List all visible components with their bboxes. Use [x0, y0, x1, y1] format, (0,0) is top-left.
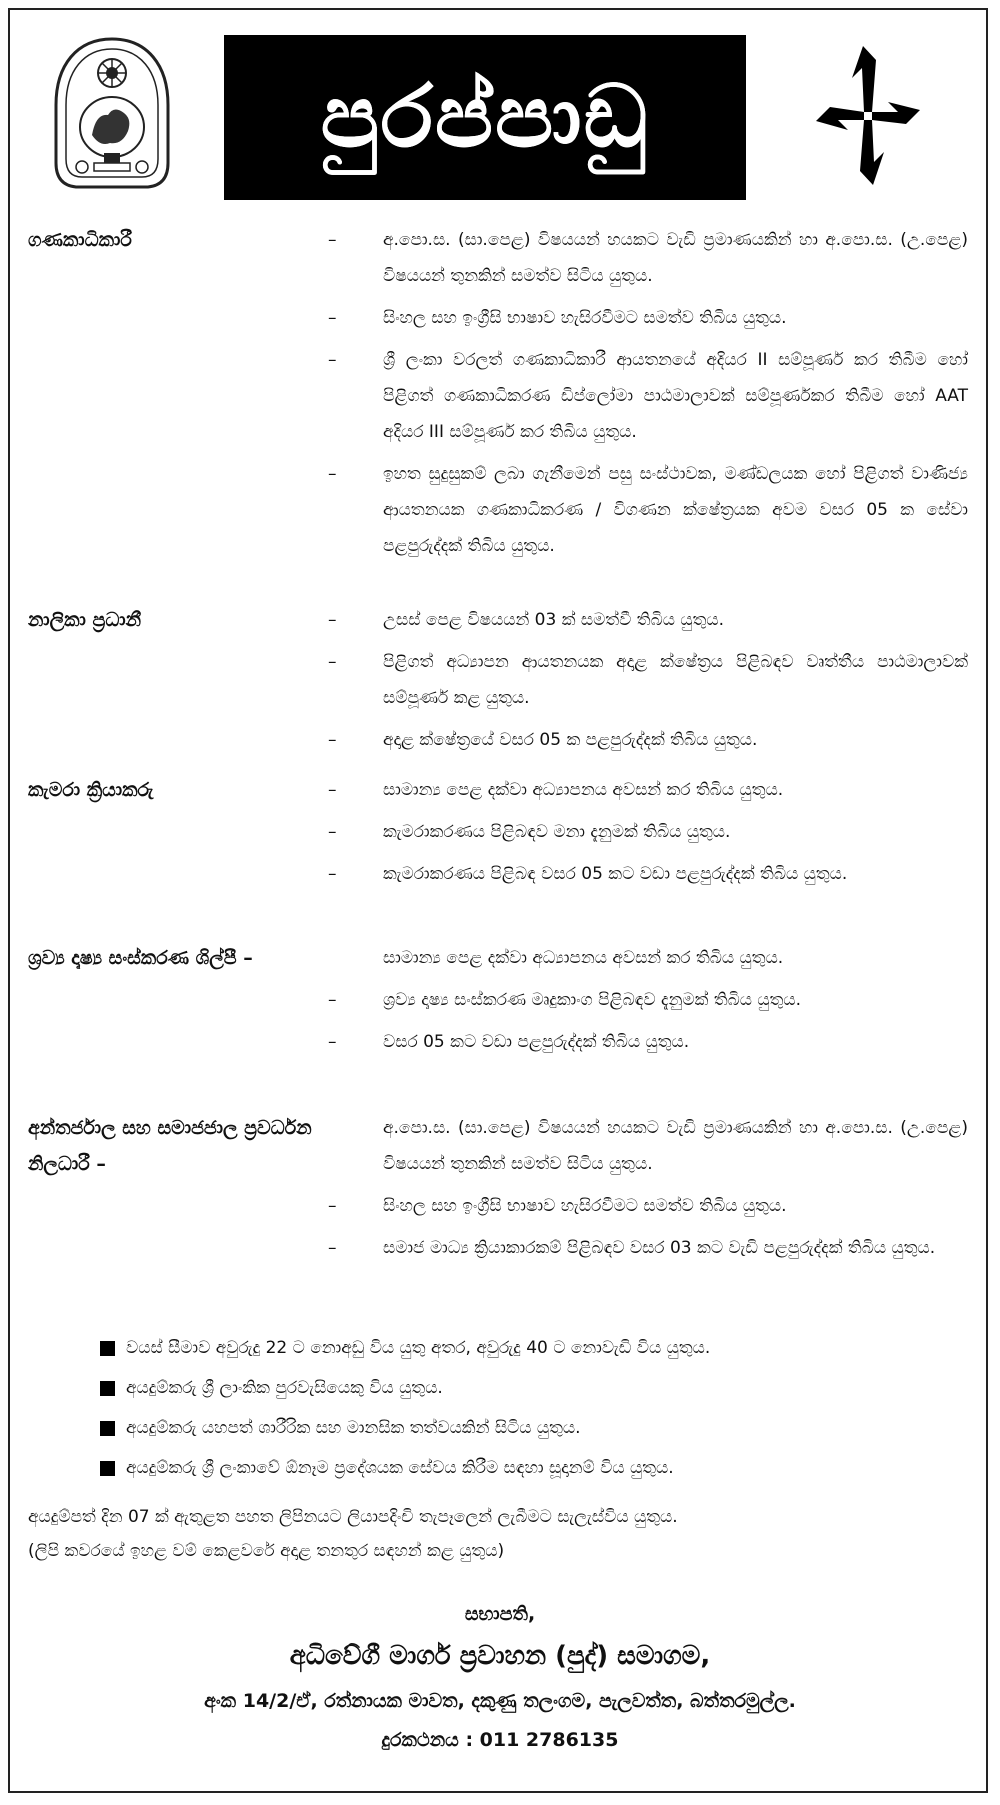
organization-name: අධිවේගී මාර්ග ප්‍රවාහන (පුද්) සමාගම, — [289, 1641, 711, 1671]
phone-number: දුරකථනය : 011 2786135 — [381, 1729, 619, 1751]
contact-footer — [0, 1596, 1000, 1758]
requirement-item: – ඉහත සුදුසුකම් ලබා ගැනීමෙන් පසු සංස්ථාවක, මණ්ඩලයක හෝ පිළිගත් වාණිජ්‍ය ආයතනයක ගණකාධිකරණ / විගණන ක්ෂේත්‍රයක අවම වසර 05 ක සේවා පළපුරුද්දක් තිබිය යුතුය. — [328, 464, 968, 556]
requirement-item: – කැමරාකරණය පිළිබඳ වසර 05 කට වඩා පළපුරුද්දක් තිබිය යුතුය. — [328, 864, 848, 884]
general-conditions-list — [100, 1330, 960, 1490]
position-title: ගණකාධිකාරී — [28, 229, 132, 251]
condition-item: අයදුම්කරු යහපත් ශාරීරික සහ මානසික තත්වයකින් සිටිය යුතුය. — [100, 1410, 960, 1446]
condition-item: අයදුම්කරු ශ්‍රී ලාංකික පුරවැසියෙකු විය යුතුය. — [100, 1370, 960, 1406]
pinwheel-logo-icon — [808, 38, 928, 193]
requirements-list — [328, 222, 968, 570]
requirement-item: – උසස් පෙළ විෂයයන් 03 ක් සමත්වී තිබිය යුතුය. — [328, 610, 725, 630]
position-title: කැමරා ක්‍රියාකරු — [28, 779, 154, 801]
requirement-item: – වසර 05 කට වඩා පළපුරුද්දක් තිබිය යුතුය. — [328, 1032, 690, 1052]
application-note — [28, 1500, 968, 1568]
square-bullet-icon — [100, 1421, 115, 1436]
requirements-list — [328, 602, 968, 764]
position-title: අන්තර්ජාල සහ සමාජජාල ප්‍රවර්ධන නිලධාරී – — [28, 1117, 312, 1175]
requirement-item: – කැමරාකරණය පිළිබඳව මනා දැනුමක් තිබිය යුතුය. — [328, 822, 731, 842]
requirement-item: – සාමාන්‍ය පෙළ දක්වා අධ්‍යාපනය අවසන් කර තිබිය යුතුය. — [328, 780, 784, 800]
application-instruction: අයදුම්පත් දින 07 ක් ඇතුළත පහත ලිපිනයට ලියාපදිංචි තැපෑලෙන් ලැබීමට සැලැස්විය යුතුය. — [28, 1507, 678, 1527]
requirement-item: – අදාළ ක්ෂේත්‍රයේ වසර 05 ක පළපුරුද්දක් තිබිය යුතුය. — [328, 730, 758, 750]
requirement-item: අ.පො.ස. (සා.පෙළ) විෂයයන් හයකට වැඩි ප්‍රමාණයකින් හා අ.පො.ස. (උ.පෙළ) විෂයයන් තුනකින් සමත්ව සිටිය යුතුය. — [383, 1118, 968, 1174]
page-title: පුරප්පාඩු — [320, 66, 650, 167]
postal-address: අංක 14/2/ඒ, රත්නායක මාවත, දකුණු තලංගම, පැලවත්ත, බත්තරමුල්ල. — [204, 1690, 796, 1712]
requirement-item: සාමාන්‍ය පෙළ දක්වා අධ්‍යාපනය අවසන් කර තිබිය යුතුය. — [383, 948, 784, 968]
addressee: සභාපති, — [464, 1603, 536, 1625]
requirement-item: – ශ්‍රව්‍ය දෘෂ්‍ය සංස්කරණ මෘදුකාංග පිළිබඳව දැනුමක් තිබිය යුතුය. — [328, 990, 802, 1010]
square-bullet-icon — [100, 1381, 115, 1396]
position-title: නාලිකා ප්‍රධානී — [28, 609, 142, 631]
requirement-item: – පිළිගත් අධ්‍යාපන ආයතනයක අදාළ ක්ෂේත්‍රය පිළිබඳව වෘත්තීය පාඨමාලාවක් සම්පූර්ණ කළ යුතුය. — [328, 652, 968, 708]
requirements-list — [328, 1110, 968, 1272]
requirement-item: – සිංහල සහ ඉංග්‍රීසි භාෂාව හැසිරවීමට සමත්ව තිබිය යුතුය. — [328, 1196, 787, 1216]
square-bullet-icon — [100, 1341, 115, 1356]
requirement-item: – අ.පො.ස. (සා.පෙළ) විෂයයන් හයකට වැඩි ප්‍රමාණයකින් හා අ.පො.ස. (උ.පෙළ) විෂයයන් තුනකින් සමත්ව සිටිය යුතුය. — [328, 230, 968, 286]
requirement-item: – සිංහල සහ ඉංග්‍රීසි භාෂාව හැසිරවීමට සමත්ව තිබිය යුතුය. — [328, 308, 787, 328]
national-emblem-icon — [52, 35, 172, 195]
requirement-item: – ශ්‍රී ලංකා වරලත් ගණකාධිකාරී ආයතනයේ අදියර II සම්පූර්ණ කර තිබීම හෝ පිළිගත් ගණකාධිකරණ ඩිප්ලෝමා පාඨමාලාවක් සම්පූර්ණකර තිබීම හෝ AAT අදියර III සම්පූර්ණ කර තිබිය යුතුය. — [328, 350, 968, 442]
position-title: ශ්‍රව්‍ය දෘෂ්‍ය සංස්කරණ ශිල්පී – — [28, 947, 253, 969]
condition-item: වයස් සීමාව අවුරුදු 22 ට නොඅඩු විය යුතු අතර, අවුරුදු 40 ට නොවැඩි විය යුතුය. — [100, 1330, 960, 1366]
requirements-list — [328, 940, 968, 1066]
requirements-list — [328, 772, 968, 898]
square-bullet-icon — [100, 1461, 115, 1476]
title-banner — [224, 35, 746, 200]
envelope-instruction: (ලිපි කවරයේ ඉහළ වම් කෙළවරේ අදාළ තනතුර සඳහන් කළ යුතුය) — [28, 1541, 505, 1561]
requirement-item: – සමාජ මාධ්‍ය ක්‍රියාකාරකම් පිළිබඳව වසර 03 කට වැඩි පළපුරුද්දක් තිබිය යුතුය. — [328, 1238, 936, 1258]
condition-item: අයදුම්කරු ශ්‍රී ලංකාවේ ඕනෑම ප්‍රදේශයක සේවය කිරීම සඳහා සූදානම් විය යුතුය. — [100, 1450, 960, 1486]
